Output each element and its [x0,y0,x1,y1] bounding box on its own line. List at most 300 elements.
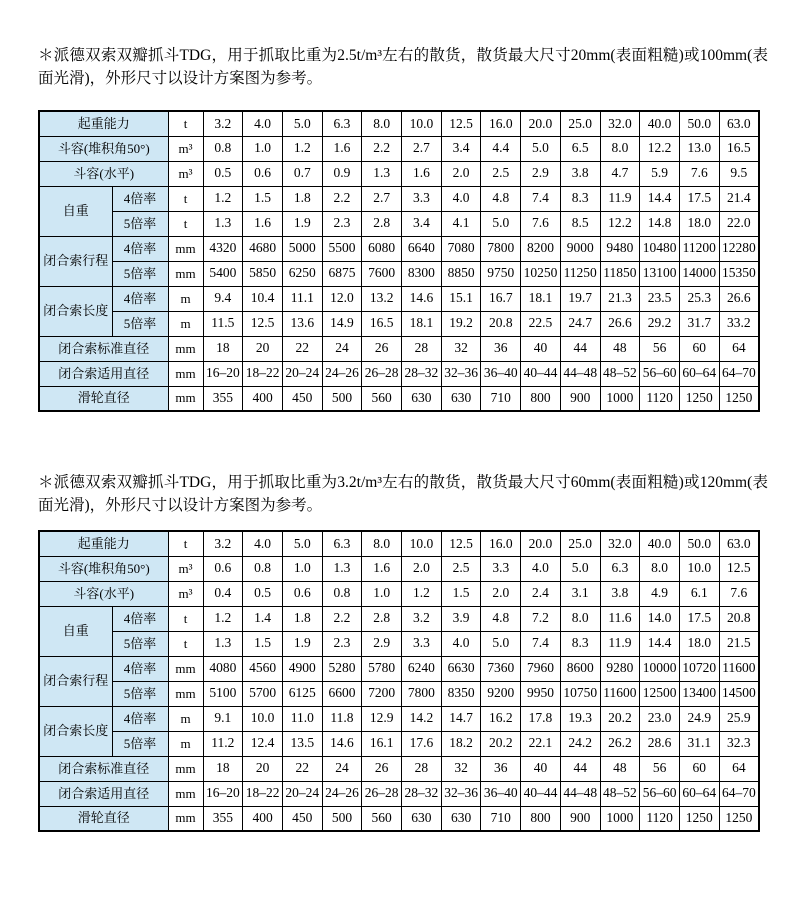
unit-cell: t [168,631,203,656]
value-cell: 12280 [719,236,759,261]
value-cell: 16.7 [481,286,521,311]
unit-cell: mm [168,781,203,806]
unit-cell: t [168,211,203,236]
value-cell: 26–28 [362,361,402,386]
value-cell: 24 [322,756,362,781]
value-cell: 50.0 [679,531,719,556]
value-cell: 3.3 [402,186,442,211]
value-cell: 8.3 [560,631,600,656]
value-cell: 18.1 [521,286,561,311]
value-cell: 0.6 [282,581,322,606]
value-cell: 8.0 [640,556,680,581]
spec-row [39,211,759,236]
value-cell: 22 [282,336,322,361]
spec-row [39,111,759,136]
value-cell: 4080 [203,656,243,681]
value-cell: 4680 [243,236,283,261]
value-cell: 4.0 [243,531,283,556]
value-cell: 11.9 [600,186,640,211]
value-cell: 11.2 [203,731,243,756]
value-cell: 16.1 [362,731,402,756]
value-cell: 14.6 [402,286,442,311]
value-cell: 11600 [600,681,640,706]
value-cell: 28 [402,336,442,361]
value-cell: 25.0 [560,111,600,136]
value-cell: 11.9 [600,631,640,656]
value-cell: 450 [282,386,322,411]
value-cell: 11200 [679,236,719,261]
value-cell: 2.5 [481,161,521,186]
value-cell: 1120 [640,386,680,411]
value-cell: 20 [243,756,283,781]
value-cell: 64 [719,756,759,781]
value-cell: 60 [679,336,719,361]
value-cell: 56–60 [640,361,680,386]
value-cell: 2.5 [441,556,481,581]
value-cell: 1.5 [243,631,283,656]
value-cell: 1.5 [441,581,481,606]
value-cell: 32.0 [600,111,640,136]
value-cell: 10000 [640,656,680,681]
value-cell: 56 [640,756,680,781]
value-cell: 5850 [243,261,283,286]
value-cell: 6.3 [322,111,362,136]
value-cell: 14.7 [441,706,481,731]
value-cell: 2.8 [362,606,402,631]
value-cell: 14.4 [640,186,680,211]
value-cell: 2.0 [481,581,521,606]
value-cell: 7.6 [679,161,719,186]
value-cell: 630 [441,806,481,831]
value-cell: 0.5 [243,581,283,606]
value-cell: 60 [679,756,719,781]
value-cell: 32 [441,336,481,361]
value-cell: 11250 [560,261,600,286]
row-label-cell: 滑轮直径 [39,806,168,831]
value-cell: 500 [322,806,362,831]
value-cell: 16–20 [203,781,243,806]
value-cell: 50.0 [679,111,719,136]
value-cell: 1.9 [282,631,322,656]
value-cell: 3.8 [600,581,640,606]
value-cell: 40.0 [640,531,680,556]
value-cell: 3.8 [560,161,600,186]
value-cell: 900 [560,386,600,411]
value-cell: 28 [402,756,442,781]
value-cell: 20.2 [481,731,521,756]
spec-row [39,706,759,731]
value-cell: 14000 [679,261,719,286]
value-cell: 10.0 [402,531,442,556]
value-cell: 4.0 [521,556,561,581]
value-cell: 1.6 [243,211,283,236]
value-cell: 9280 [600,656,640,681]
row-label-cell: 斗容(水平) [39,581,168,606]
value-cell: 6630 [441,656,481,681]
value-cell: 13100 [640,261,680,286]
value-cell: 32–36 [441,781,481,806]
value-cell: 0.5 [203,161,243,186]
spec-table [38,530,760,832]
value-cell: 630 [402,386,442,411]
value-cell: 26–28 [362,781,402,806]
value-cell: 31.7 [679,311,719,336]
value-cell: 24 [322,336,362,361]
value-cell: 1000 [600,386,640,411]
value-cell: 1250 [679,806,719,831]
value-cell: 26.6 [719,286,759,311]
value-cell: 7.2 [521,606,561,631]
value-cell: 40–44 [521,781,561,806]
spec-row [39,361,759,386]
row-sublabel-cell: 4倍率 [112,606,168,631]
unit-cell: m [168,311,203,336]
value-cell: 48 [600,756,640,781]
value-cell: 1250 [719,806,759,831]
value-cell: 14.9 [322,311,362,336]
value-cell: 28–32 [402,781,442,806]
value-cell: 48–52 [600,361,640,386]
value-cell: 17.8 [521,706,561,731]
value-cell: 16.0 [481,531,521,556]
value-cell: 7.6 [719,581,759,606]
value-cell: 7360 [481,656,521,681]
unit-cell: mm [168,656,203,681]
value-cell: 7.6 [521,211,561,236]
value-cell: 22.1 [521,731,561,756]
value-cell: 5.0 [560,556,600,581]
spec-row [39,781,759,806]
value-cell: 22 [282,756,322,781]
spec-row [39,186,759,211]
value-cell: 1.3 [322,556,362,581]
value-cell: 5100 [203,681,243,706]
value-cell: 15.1 [441,286,481,311]
value-cell: 3.2 [402,606,442,631]
value-cell: 8200 [521,236,561,261]
row-label-cell: 自重 [39,606,112,656]
unit-cell: mm [168,361,203,386]
value-cell: 22.0 [719,211,759,236]
value-cell: 355 [203,806,243,831]
spec-row [39,606,759,631]
value-cell: 6875 [322,261,362,286]
row-label-cell: 斗容(堆积角50°) [39,136,168,161]
value-cell: 2.7 [402,136,442,161]
value-cell: 29.2 [640,311,680,336]
value-cell: 8.3 [560,186,600,211]
value-cell: 6125 [282,681,322,706]
row-sublabel-cell: 5倍率 [112,211,168,236]
value-cell: 1.2 [282,136,322,161]
spec-row [39,806,759,831]
value-cell: 14.8 [640,211,680,236]
row-sublabel-cell: 4倍率 [112,186,168,211]
value-cell: 20–24 [282,781,322,806]
value-cell: 1250 [719,386,759,411]
value-cell: 8.0 [600,136,640,161]
value-cell: 3.2 [203,111,243,136]
value-cell: 0.4 [203,581,243,606]
value-cell: 21.4 [719,186,759,211]
section-tdg-density-3-2 [38,471,770,832]
value-cell: 1.2 [203,606,243,631]
value-cell: 63.0 [719,111,759,136]
value-cell: 13400 [679,681,719,706]
value-cell: 0.6 [203,556,243,581]
value-cell: 6240 [402,656,442,681]
value-cell: 64–70 [719,781,759,806]
value-cell: 710 [481,386,521,411]
value-cell: 6.1 [679,581,719,606]
value-cell: 24.7 [560,311,600,336]
spec-row [39,756,759,781]
value-cell: 4.7 [600,161,640,186]
value-cell: 21.5 [719,631,759,656]
value-cell: 26.2 [600,731,640,756]
spec-row [39,261,759,286]
value-cell: 6640 [402,236,442,261]
value-cell: 6080 [362,236,402,261]
row-sublabel-cell: 4倍率 [112,656,168,681]
value-cell: 18 [203,756,243,781]
value-cell: 12.5 [441,111,481,136]
value-cell: 18–22 [243,361,283,386]
value-cell: 1.0 [243,136,283,161]
value-cell: 18–22 [243,781,283,806]
value-cell: 6.3 [322,531,362,556]
value-cell: 2.3 [322,211,362,236]
value-cell: 7600 [362,261,402,286]
value-cell: 44–48 [560,781,600,806]
value-cell: 32 [441,756,481,781]
value-cell: 10720 [679,656,719,681]
value-cell: 26.6 [600,311,640,336]
value-cell: 11.1 [282,286,322,311]
row-sublabel-cell: 5倍率 [112,261,168,286]
value-cell: 36–40 [481,781,521,806]
value-cell: 4.9 [640,581,680,606]
value-cell: 60–64 [679,781,719,806]
value-cell: 16–20 [203,361,243,386]
value-cell: 1.4 [243,606,283,631]
value-cell: 40–44 [521,361,561,386]
value-cell: 12.5 [719,556,759,581]
unit-cell: t [168,111,203,136]
value-cell: 355 [203,386,243,411]
value-cell: 5.0 [521,136,561,161]
value-cell: 48–52 [600,781,640,806]
value-cell: 22.5 [521,311,561,336]
value-cell: 2.3 [322,631,362,656]
row-label-cell: 闭合索行程 [39,236,112,286]
value-cell: 33.2 [719,311,759,336]
row-label-cell: 滑轮直径 [39,386,168,411]
value-cell: 8.0 [362,531,402,556]
value-cell: 25.3 [679,286,719,311]
spec-row [39,386,759,411]
value-cell: 48 [600,336,640,361]
row-sublabel-cell: 5倍率 [112,731,168,756]
value-cell: 20.2 [600,706,640,731]
value-cell: 20.8 [719,606,759,631]
unit-cell: m³ [168,556,203,581]
value-cell: 19.2 [441,311,481,336]
value-cell: 9480 [600,236,640,261]
row-sublabel-cell: 4倍率 [112,236,168,261]
value-cell: 8600 [560,656,600,681]
value-cell: 44 [560,756,600,781]
value-cell: 40 [521,756,561,781]
value-cell: 63.0 [719,531,759,556]
value-cell: 44–48 [560,361,600,386]
row-label-cell: 斗容(堆积角50°) [39,556,168,581]
row-sublabel-cell: 5倍率 [112,311,168,336]
value-cell: 4.0 [441,186,481,211]
spec-row [39,161,759,186]
value-cell: 11.8 [322,706,362,731]
unit-cell: mm [168,806,203,831]
value-cell: 16.5 [719,136,759,161]
value-cell: 2.7 [362,186,402,211]
value-cell: 2.2 [362,136,402,161]
value-cell: 6.5 [560,136,600,161]
value-cell: 11.0 [282,706,322,731]
value-cell: 4900 [282,656,322,681]
unit-cell: mm [168,756,203,781]
value-cell: 18.0 [679,631,719,656]
spec-row [39,311,759,336]
value-cell: 710 [481,806,521,831]
value-cell: 9000 [560,236,600,261]
value-cell: 0.8 [322,581,362,606]
value-cell: 9.1 [203,706,243,731]
value-cell: 2.0 [441,161,481,186]
row-label-cell: 闭合索长度 [39,706,112,756]
value-cell: 12.5 [243,311,283,336]
value-cell: 3.4 [441,136,481,161]
value-cell: 9200 [481,681,521,706]
row-label-cell: 闭合索标准直径 [39,756,168,781]
value-cell: 6600 [322,681,362,706]
value-cell: 2.4 [521,581,561,606]
unit-cell: m [168,706,203,731]
value-cell: 630 [402,806,442,831]
value-cell: 1.3 [362,161,402,186]
row-label-cell: 起重能力 [39,531,168,556]
value-cell: 20–24 [282,361,322,386]
value-cell: 5500 [322,236,362,261]
value-cell: 1.8 [282,606,322,631]
row-label-cell: 闭合索长度 [39,286,112,336]
product-note: ＊派德双索双瓣抓斗TDG，用于抓取比重为3.2t/m³左右的散货，散货最大尺寸60mm(表面粗糙)或120mm(表面光滑)，外形尺寸以设计方案图为参考。 [38,474,768,514]
value-cell: 18 [203,336,243,361]
unit-cell: m [168,731,203,756]
value-cell: 900 [560,806,600,831]
value-cell: 800 [521,386,561,411]
value-cell: 4.8 [481,186,521,211]
value-cell: 0.6 [243,161,283,186]
value-cell: 13.6 [282,311,322,336]
value-cell: 1.0 [362,581,402,606]
row-label-cell: 斗容(水平) [39,161,168,186]
value-cell: 40.0 [640,111,680,136]
value-cell: 8300 [402,261,442,286]
value-cell: 36–40 [481,361,521,386]
value-cell: 1.6 [402,161,442,186]
value-cell: 20 [243,336,283,361]
value-cell: 4.0 [243,111,283,136]
unit-cell: m [168,286,203,311]
value-cell: 12.2 [600,211,640,236]
value-cell: 16.0 [481,111,521,136]
spec-row [39,136,759,161]
value-cell: 19.3 [560,706,600,731]
value-cell: 8.0 [362,111,402,136]
value-cell: 24–26 [322,781,362,806]
value-cell: 12500 [640,681,680,706]
value-cell: 17.5 [679,186,719,211]
value-cell: 24.9 [679,706,719,731]
value-cell: 11.6 [600,606,640,631]
value-cell: 400 [243,806,283,831]
unit-cell: mm [168,681,203,706]
value-cell: 7800 [481,236,521,261]
value-cell: 2.0 [402,556,442,581]
value-cell: 13.5 [282,731,322,756]
value-cell: 1.2 [203,186,243,211]
value-cell: 4320 [203,236,243,261]
value-cell: 1120 [640,806,680,831]
value-cell: 11600 [719,656,759,681]
value-cell: 560 [362,386,402,411]
value-cell: 26 [362,336,402,361]
product-note: ＊派德双索双瓣抓斗TDG，用于抓取比重为2.5t/m³左右的散货，散货最大尺寸20mm(表面粗糙)或100mm(表面光滑)，外形尺寸以设计方案图为参考。 [38,47,768,87]
value-cell: 500 [322,386,362,411]
value-cell: 12.9 [362,706,402,731]
value-cell: 8.0 [560,606,600,631]
value-cell: 1.6 [322,136,362,161]
row-sublabel-cell: 4倍率 [112,706,168,731]
value-cell: 1.6 [362,556,402,581]
spec-row [39,236,759,261]
value-cell: 9750 [481,261,521,286]
value-cell: 56 [640,336,680,361]
value-cell: 1.9 [282,211,322,236]
value-cell: 5.0 [282,111,322,136]
spec-table [38,110,760,412]
value-cell: 12.2 [640,136,680,161]
unit-cell: t [168,531,203,556]
value-cell: 18.0 [679,211,719,236]
value-cell: 20.0 [521,531,561,556]
unit-cell: mm [168,336,203,361]
value-cell: 4.0 [441,631,481,656]
value-cell: 14500 [719,681,759,706]
value-cell: 23.5 [640,286,680,311]
row-label-cell: 闭合索标准直径 [39,336,168,361]
value-cell: 15350 [719,261,759,286]
value-cell: 2.8 [362,211,402,236]
value-cell: 11850 [600,261,640,286]
value-cell: 5000 [282,236,322,261]
value-cell: 8350 [441,681,481,706]
value-cell: 3.2 [203,531,243,556]
value-cell: 7200 [362,681,402,706]
value-cell: 1.3 [203,211,243,236]
spec-row [39,336,759,361]
value-cell: 24.2 [560,731,600,756]
